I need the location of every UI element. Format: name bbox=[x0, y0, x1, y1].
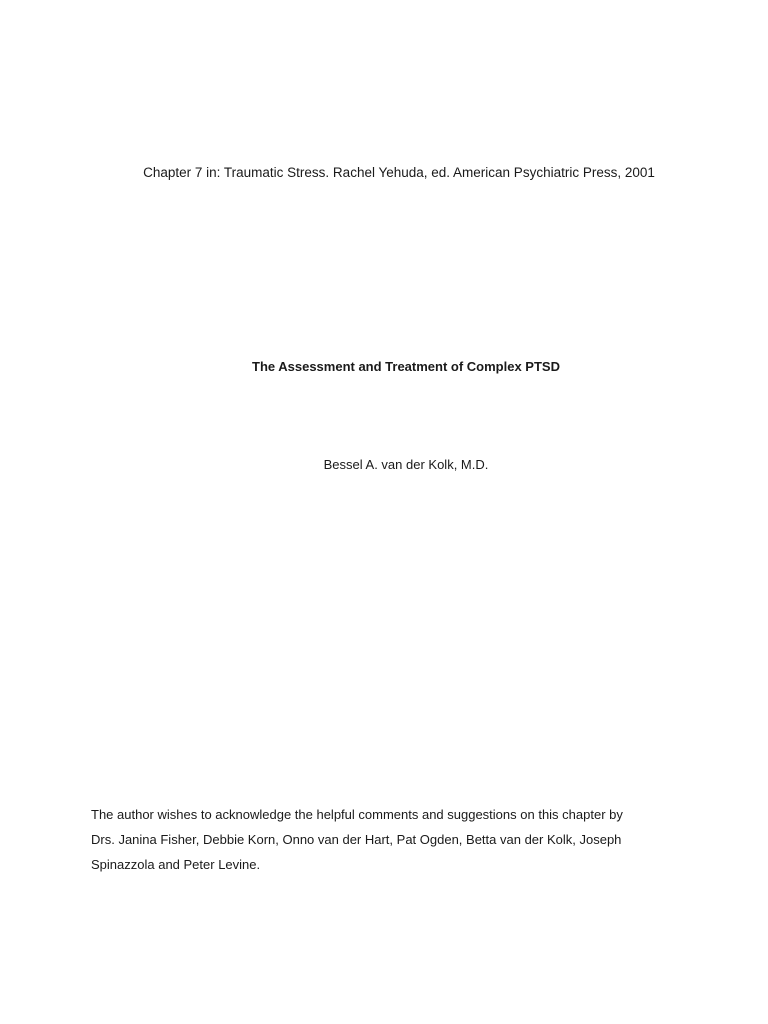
document-title: The Assessment and Treatment of Complex PTSD bbox=[252, 359, 560, 374]
chapter-citation: Chapter 7 in: Traumatic Stress. Rachel Yehuda, ed. American Psychiatric Press, 2001 bbox=[143, 165, 655, 180]
acknowledgment-paragraph bbox=[91, 802, 691, 877]
acknowledgment-line: Spinazzola and Peter Levine. bbox=[91, 857, 261, 872]
acknowledgment-line: The author wishes to acknowledge the helpful comments and suggestions on this chapter by bbox=[91, 807, 623, 822]
acknowledgment-line: Drs. Janina Fisher, Debbie Korn, Onno van der Hart, Pat Ogden, Betta van der Kolk, Joseph bbox=[91, 832, 622, 847]
author-name: Bessel A. van der Kolk, M.D. bbox=[323, 457, 489, 472]
